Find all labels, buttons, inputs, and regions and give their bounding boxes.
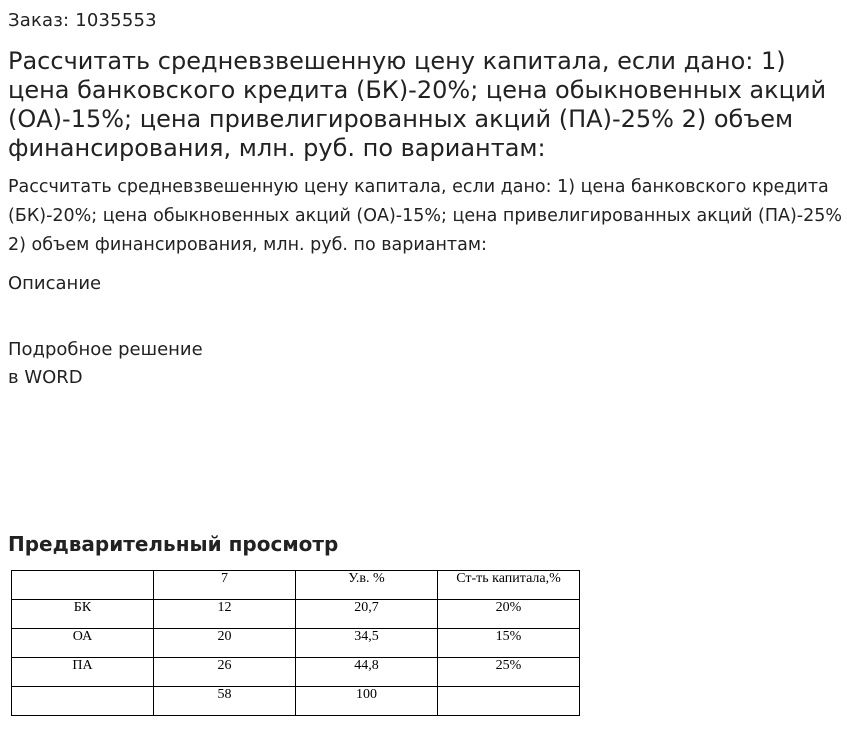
table-cell: ПА: [12, 658, 154, 687]
table-cell: 20%: [438, 600, 580, 629]
table-cell: 15%: [438, 629, 580, 658]
table-row: [12, 687, 580, 716]
table-cell: [12, 687, 154, 716]
table-cell: 26: [154, 658, 296, 687]
table-row: [12, 600, 580, 629]
table-cell: ОА: [12, 629, 154, 658]
table-cell: 7: [154, 571, 296, 600]
table-cell: [438, 687, 580, 716]
table-cell: 34,5: [296, 629, 438, 658]
table-cell: 20: [154, 629, 296, 658]
preview-heading: Предварительный просмотр: [8, 532, 339, 556]
table-cell: БК: [12, 600, 154, 629]
table-row: [12, 658, 580, 687]
table-cell: [12, 571, 154, 600]
solution-line-2: в WORD: [8, 367, 83, 388]
table-row: [12, 629, 580, 658]
table-cell: Ст-ть капитала,%: [438, 571, 580, 600]
table-cell: 100: [296, 687, 438, 716]
table-row: [12, 571, 580, 600]
task-description: Рассчитать средневзвешенную цену капитала, если дано: 1) цена банковского кредита (БК)-20%; цена обыкновенных акций (ОА)-15%; цена привелигированных акций (ПА)-25% 2) объем финансирования, млн. руб. по вариантам:: [8, 177, 843, 255]
table-cell: 25%: [438, 658, 580, 687]
table-cell: У.в. %: [296, 571, 438, 600]
table-cell: 12: [154, 600, 296, 629]
preview-table: [11, 570, 580, 716]
order-number: Заказ: 1035553: [8, 10, 157, 31]
table-cell: 44,8: [296, 658, 438, 687]
page-title: Рассчитать средневзвешенную цену капитала, если дано: 1) цена банковского кредита (БК)-20%; цена обыкновенных акций (ОА)-15%; цена привелигированных акций (ПА)-25% 2) объем финансирования, млн. руб. по вариантам:: [8, 47, 827, 162]
solution-note: [8, 336, 203, 392]
table-cell: 58: [154, 687, 296, 716]
table-cell: 20,7: [296, 600, 438, 629]
description-label: Описание: [8, 273, 102, 294]
solution-line-1: Подробное решение: [8, 339, 203, 360]
